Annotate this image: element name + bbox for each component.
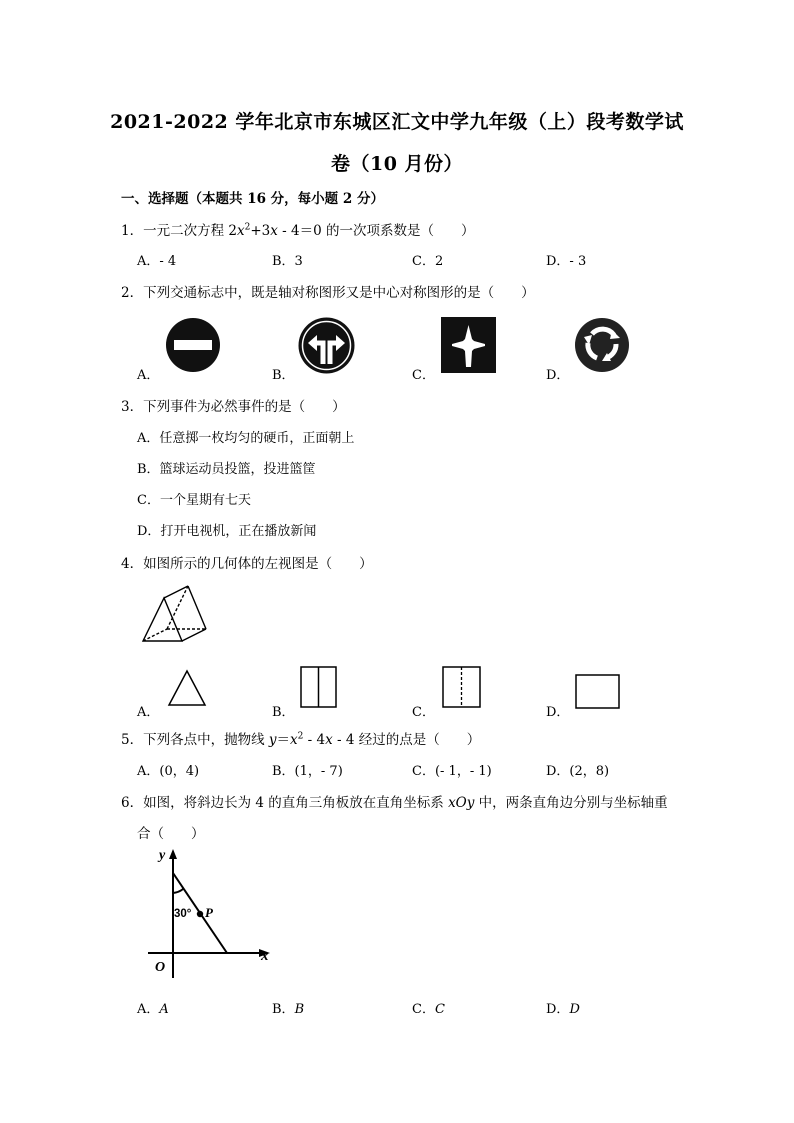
roundabout-sign-icon (574, 317, 630, 373)
question-5 (121, 728, 480, 748)
q4-option-a[interactable]: A． (137, 705, 160, 720)
q1-option-a[interactable]: A．- 4 (137, 254, 177, 269)
point-p (197, 911, 203, 917)
question-6 (121, 791, 668, 811)
q4-option-c[interactable]: C． (412, 705, 435, 720)
q5-option-d[interactable]: D．(2，8) (546, 764, 610, 779)
question-number: 6． (121, 795, 144, 811)
rect-dashed-line-view-icon (441, 665, 483, 709)
q5-option-c[interactable]: C．(- 1，- 1) (412, 764, 492, 779)
triangle-view-icon (166, 668, 208, 708)
q2-option-d[interactable]: D． (546, 368, 570, 383)
question-3 (121, 395, 346, 415)
y-axis-arrow-icon (169, 849, 177, 859)
rect-solid-line-view-icon (299, 665, 339, 709)
question-text: 如图所示的几何体的左视图是（ ） (143, 556, 373, 572)
question-text: 如图，将斜边长为 4 的直角三角板放在直角坐标系 xOy 中，两条直角边分别与坐标轴重 (143, 795, 668, 811)
question-number: 2． (121, 285, 144, 301)
q4-option-d[interactable]: D． (546, 705, 570, 720)
question-text: 下列事件为必然事件的是（ ） (143, 399, 346, 415)
q3-option-b[interactable]: B．篮球运动员投篮，投进篮筐 (137, 462, 316, 477)
point-p-label: P (205, 905, 213, 920)
question-text: 下列各点中，抛物线 $y=x^2 - 4x - 4$ 经过的点是（ ） (143, 731, 481, 748)
rectangle-view-icon (574, 673, 622, 711)
doc-title-line1: 2021-2022 学年北京市东城区汇文中学九年级（上）段考数学试 (110, 111, 684, 133)
question-2 (121, 281, 535, 301)
q6-option-c[interactable]: C．C (412, 1002, 445, 1017)
angle-label: 30° (174, 908, 192, 920)
q5-option-a[interactable]: A．(0，4) (137, 764, 200, 779)
q6-option-b[interactable]: B．B (272, 1002, 305, 1017)
section-header: 一、选择题（本题共 16 分，每小题 2 分） (121, 191, 384, 207)
no-entry-sign-icon (165, 317, 221, 373)
q4-option-b[interactable]: B． (272, 705, 295, 720)
question-6-continued: 合（ ） (137, 826, 205, 842)
coordinate-figure (145, 843, 275, 983)
question-number: 5． (121, 732, 144, 748)
question-text: 下列交通标志中，既是轴对称图形又是中心对称图形的是（ ） (143, 285, 535, 301)
q3-option-a[interactable]: A．任意掷一枚均匀的硬币，正面朝上 (137, 431, 355, 446)
question-number: 4． (121, 556, 144, 572)
q1-option-d[interactable]: D．- 3 (546, 254, 587, 269)
crossroad-sign-icon (441, 317, 496, 373)
q1-option-b[interactable]: B．3 (272, 254, 303, 269)
question-1 (121, 219, 475, 239)
question-4 (121, 552, 373, 572)
doc-title-line2: 卷（10 月份） (330, 153, 464, 175)
question-text: 一元二次方程 $2x^2+3x - 4=0$ 的一次项系数是（ ） (143, 222, 475, 239)
prism-figure (140, 584, 212, 646)
question-number: 3． (121, 399, 144, 415)
y-axis-label: y (159, 848, 166, 863)
q2-option-b[interactable]: B． (272, 368, 295, 383)
q2-option-a[interactable]: A． (137, 368, 160, 383)
origin-label: O (155, 960, 166, 975)
q5-option-b[interactable]: B．(1，- 7) (272, 764, 343, 779)
q3-option-d[interactable]: D．打开电视机，正在播放新闻 (137, 524, 317, 539)
q6-option-a[interactable]: A．A (137, 1002, 169, 1017)
q6-option-d[interactable]: D．D (546, 1002, 580, 1017)
q1-option-c[interactable]: C．2 (412, 254, 444, 269)
question-number: 1． (121, 223, 144, 239)
x-axis-label: x (261, 948, 269, 964)
q3-option-c[interactable]: C．一个星期有七天 (137, 493, 251, 508)
q2-option-c[interactable]: C． (412, 368, 435, 383)
turn-left-right-sign-icon (298, 317, 355, 374)
